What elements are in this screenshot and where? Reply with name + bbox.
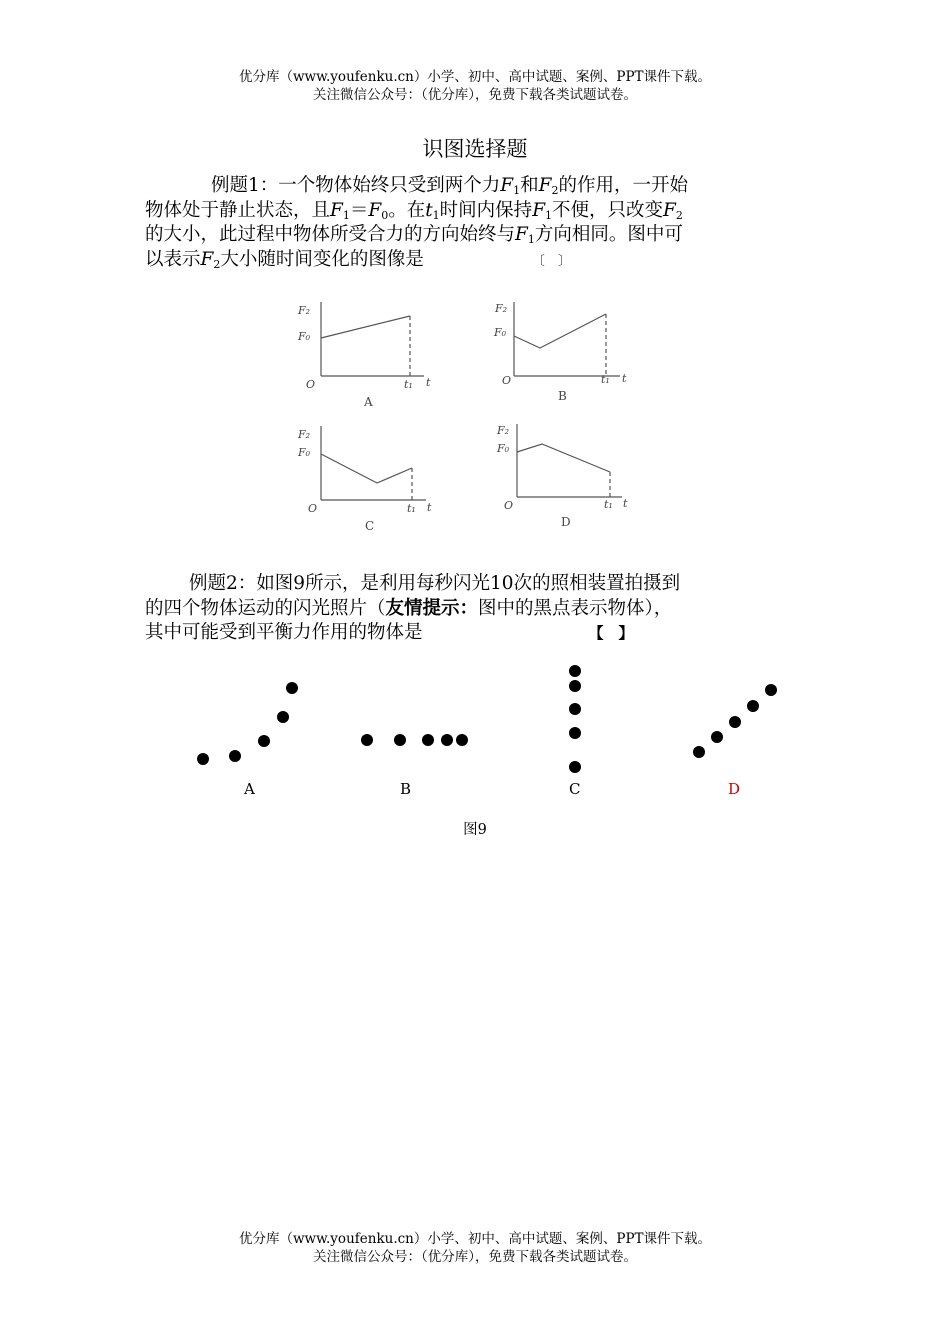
graph-c-f0: F₀ <box>298 446 311 459</box>
graph-a-f0: F₀ <box>298 330 311 343</box>
q1-sub: 0 <box>381 208 389 222</box>
graph-d-ylabel: F₂ <box>497 424 510 437</box>
graph-d-t: t <box>623 497 628 510</box>
graph-b-ylabel: F₂ <box>495 302 508 315</box>
dot-c-3 <box>569 703 581 715</box>
dots-label-d: D <box>728 780 741 798</box>
dot-d-1 <box>693 746 705 758</box>
graph-a-ylabel: F₂ <box>298 304 311 317</box>
q1-sub: 2 <box>551 184 559 197</box>
dot-c-4 <box>569 727 581 739</box>
graph-d <box>517 424 622 497</box>
graph-d-f0: F₀ <box>497 442 510 455</box>
q1-sub: 1 <box>513 184 521 197</box>
q1-sub: 2 <box>213 257 221 271</box>
dot-b-4 <box>441 734 453 746</box>
graph-a-t: t <box>426 376 431 389</box>
dot-c-2 <box>569 680 581 692</box>
graph-figure <box>284 294 654 538</box>
dot-c-5 <box>569 761 581 773</box>
graph-d-line <box>517 444 610 472</box>
footer-line-2: 关注微信公众号：（优分库），免费下载各类试题试卷。 <box>313 1249 637 1265</box>
dots-figure <box>180 655 800 805</box>
q2-line-1: 例题2：如图9所示，是利用每秒闪光10次的照相装置拍摄到 <box>189 573 681 594</box>
graph-d-t1: t₁ <box>604 498 613 511</box>
dot-b-2 <box>394 734 406 746</box>
q1-sub: 1 <box>527 233 535 246</box>
q1-var: F <box>368 199 382 221</box>
graph-c-t: t <box>427 501 432 514</box>
graph-b-f0: F₀ <box>494 326 507 339</box>
graph-c-t1: t₁ <box>407 502 416 515</box>
dot-c-1 <box>569 665 581 677</box>
graph-d-label: D <box>561 515 571 529</box>
graph-d-origin: O <box>504 499 514 512</box>
dot-d-3 <box>729 716 741 728</box>
q2-text: 图中的黑点表示物体）， <box>478 597 673 619</box>
q1-var: F <box>200 248 214 270</box>
header-line-1: 优分库（www.youfenku.cn）小学、初中、高中试题、案例、PPT课件下载。 <box>238 69 712 85</box>
dot-b-1 <box>361 734 373 746</box>
q1-text: 以表示 <box>145 248 201 270</box>
q2-hint: 友情提示： <box>385 597 479 619</box>
dot-b-3 <box>422 734 434 746</box>
q1-text: 物体处于静止状态，且 <box>145 199 331 221</box>
graph-b-t: t <box>622 372 627 385</box>
q1-var: F <box>538 175 552 196</box>
page-footer <box>0 1230 950 1266</box>
dot-a-5 <box>286 682 298 694</box>
q1-text: 大小随时间变化的图像是 <box>220 248 424 270</box>
q1-text: 的大小，此过程中物体所受合力的方向始终与 <box>145 224 516 245</box>
dot-d-4 <box>747 700 759 712</box>
graph-b-label: B <box>558 389 567 403</box>
page-title: 识图选择题 <box>422 137 528 161</box>
q1-sub: 1 <box>342 208 350 222</box>
question-2 <box>145 572 807 646</box>
dots-label-b: B <box>400 780 412 798</box>
header-line-2: 关注微信公众号：（优分库），免费下载各类试题试卷。 <box>313 87 637 103</box>
graph-b <box>514 302 620 376</box>
q1-text: 不便，只改变 <box>552 199 664 221</box>
graph-a-origin: O <box>306 378 316 391</box>
dot-d-2 <box>711 731 723 743</box>
graph-c-label: C <box>365 519 375 533</box>
answer-bracket: 【 】 <box>588 624 634 642</box>
graph-c <box>321 426 426 500</box>
question-1 <box>145 174 807 272</box>
q1-var: F <box>532 199 546 221</box>
graph-a-label: A <box>364 395 373 409</box>
q1-sub: 1 <box>545 208 553 222</box>
q1-sub: 2 <box>675 208 683 222</box>
q1-text: ＝ <box>349 199 369 221</box>
q1-text: 和 <box>520 175 539 196</box>
dot-a-4 <box>277 711 289 723</box>
q1-text: 。在 <box>388 199 426 221</box>
graph-b-line <box>514 314 606 348</box>
dots-label-c: C <box>569 780 581 798</box>
figure-caption: 图9 <box>463 822 487 838</box>
q2-text: 其中可能受到平衡力作用的物体是 <box>145 622 423 643</box>
page-header <box>0 68 950 104</box>
q1-var: F <box>330 199 343 221</box>
graph-a <box>321 302 424 376</box>
graph-b-t1: t₁ <box>601 373 610 386</box>
q1-text: 例题1：一个物体始终只受到两个力 <box>211 175 501 196</box>
q1-var: F <box>663 199 676 221</box>
q1-text: 方向相同。图中可 <box>534 224 683 245</box>
dot-a-3 <box>258 735 270 747</box>
graph-a-t1: t₁ <box>404 378 413 391</box>
dot-a-2 <box>229 750 241 762</box>
graph-c-line <box>321 454 412 483</box>
answer-bracket: 〔 〕 <box>531 253 571 269</box>
dot-d-5 <box>765 684 777 696</box>
footer-line-1: 优分库（www.youfenku.cn）小学、初中、高中试题、案例、PPT课件下载。 <box>238 1231 712 1247</box>
q1-text: 的作用，一开始 <box>558 175 688 196</box>
q1-text: 时间内保持 <box>439 199 533 221</box>
q2-text: 的四个物体运动的闪光照片（ <box>145 597 386 619</box>
graph-c-ylabel: F₂ <box>298 428 311 441</box>
dots-label-a: A <box>244 780 255 798</box>
q1-var: F <box>500 175 514 196</box>
q1-var: t <box>425 199 433 221</box>
q1-var: F <box>515 224 528 245</box>
graph-c-origin: O <box>308 502 318 515</box>
graph-b-origin: O <box>502 374 512 387</box>
dot-b-5 <box>456 734 468 746</box>
q1-sub: 1 <box>432 208 440 222</box>
dot-a-1 <box>197 753 209 765</box>
graph-a-line <box>321 316 410 338</box>
